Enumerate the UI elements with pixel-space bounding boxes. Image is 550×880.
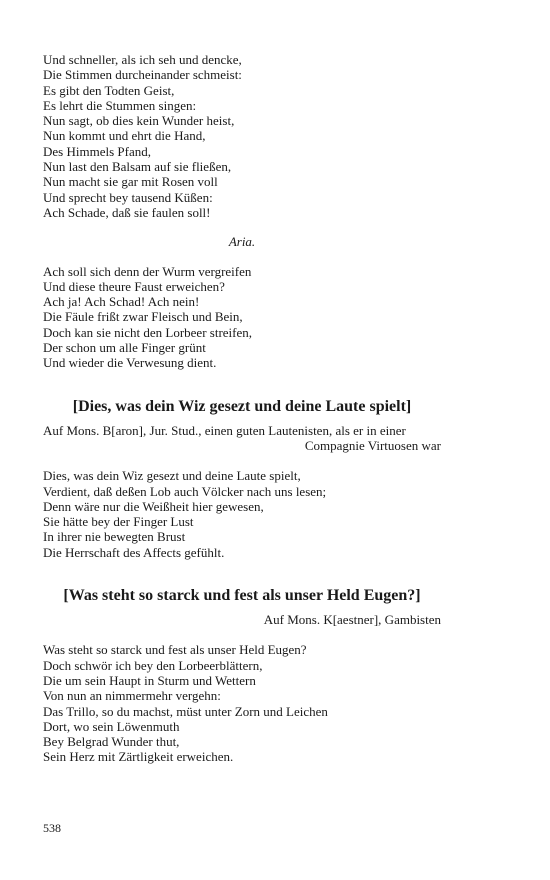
verse-line: Ach ja! Ach Schad! Ach nein! (43, 294, 200, 310)
verse-line: Und diese theure Faust erweichen? (43, 278, 225, 294)
verse-line: Das Trillo, so du machst, müst unter Zorn und Leichen (43, 703, 328, 719)
poem-title: [Dies, was dein Wiz gesezt und deine Laute spielt] (72, 397, 412, 415)
verse-line: Und sprecht bey tausend Küßen: (43, 189, 213, 205)
verse-line: Nun kommt und ehrt die Hand, (43, 128, 206, 144)
verse-line: Nun macht sie gar mit Rosen voll (43, 174, 218, 190)
poem-dedication (43, 612, 441, 627)
verse-line: Und wieder die Verwesung dient. (43, 355, 217, 371)
verse-line: Die Herrschaft des Affects gefühlt. (43, 544, 225, 560)
verse-line: Die Stimmen durcheinander schmeist: (43, 67, 242, 83)
verse-line: Die um sein Haupt in Sturm und Wettern (43, 672, 256, 688)
dedication-line: Auf Mons. K[aestner], Gambisten (263, 612, 441, 628)
verse-line: Was steht so starck und fest als unser Held Eugen? (43, 642, 307, 658)
page-number: 538 (43, 821, 61, 835)
verse-line: Nun sagt, ob dies kein Wunder heist, (43, 113, 235, 129)
stanza-continuation (43, 52, 441, 220)
verse-line: Bey Belgrad Wunder thut, (43, 734, 180, 750)
aria-heading: Aria. (228, 234, 256, 250)
poem-title: [Was steht so starck und fest als unser Held Eugen?] (63, 587, 421, 605)
verse-line: Dies, was dein Wiz gesezt und deine Laute spielt, (43, 468, 301, 484)
verse-line: Doch kan sie nicht den Lorbeer streifen, (43, 324, 253, 340)
verse-line: Denn wäre nur die Weißheit hier gewesen, (43, 498, 264, 514)
verse-line: Der schon um alle Finger grünt (43, 340, 206, 356)
verse-line: Verdient, daß deßen Lob auch Völcker nach uns lesen; (43, 483, 327, 499)
verse-line: Sein Herz mit Zärtligkeit erweichen. (43, 749, 234, 765)
verse-line: Es gibt den Todten Geist, (43, 82, 175, 98)
dedication-line: Compagnie Virtuosen war (304, 437, 441, 453)
dedication-line: Auf Mons. B[aron], Jur. Stud., einen guten Lautenisten, als er in einer (43, 422, 406, 438)
verse-line: In ihrer nie bewegten Brust (43, 529, 186, 545)
verse-line: Dort, wo sein Löwenmuth (43, 718, 180, 734)
verse-line: Und schneller, als ich seh und dencke, (43, 52, 242, 67)
verse-line: Sie hätte bey der Finger Lust (43, 514, 194, 530)
stanza-aria (43, 264, 441, 371)
verse-line: Die Fäule frißt zwar Fleisch und Bein, (43, 309, 243, 325)
verse-line: Des Himmels Pfand, (43, 143, 151, 159)
verse-line: Ach soll sich denn der Wurm vergreifen (43, 263, 252, 279)
verse-line: Nun last den Balsam auf sie fließen, (43, 159, 232, 175)
poem-dedication (43, 423, 441, 454)
verse-line: Doch schwör ich bey den Lorbeerblättern, (43, 657, 263, 673)
verse-line: Ach Schade, daß sie faulen soll! (43, 204, 211, 220)
verse-line: Von nun an nimmermehr vergehn: (43, 688, 221, 704)
verse-line: Es lehrt die Stummen singen: (43, 97, 197, 113)
stanza-poem2 (43, 468, 441, 560)
page-content (43, 52, 441, 765)
stanza-poem3 (43, 642, 441, 764)
